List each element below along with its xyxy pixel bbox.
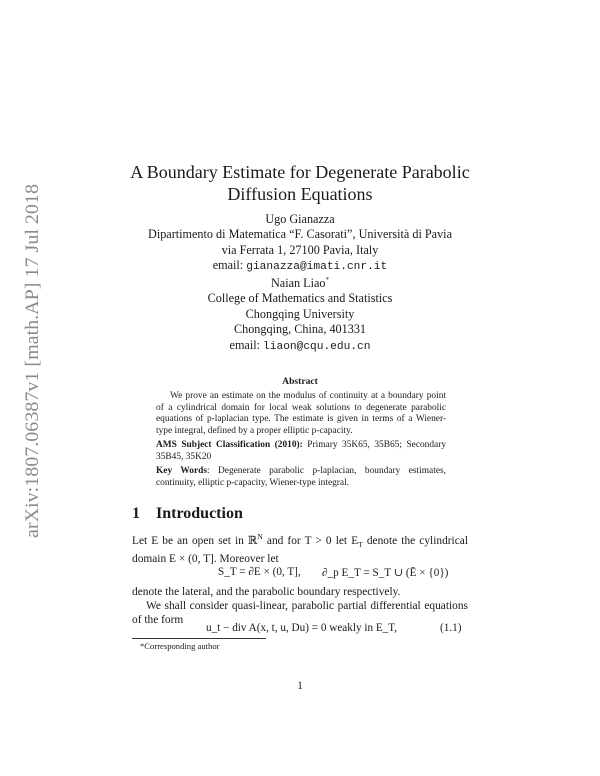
title-line-2: Diffusion Equations	[227, 184, 373, 204]
author2-footnote-mark: *	[325, 276, 329, 284]
author2-name-line	[0, 273, 600, 291]
author1-email[interactable]: gianazza@imati.cnr.it	[246, 261, 388, 274]
author-block-1	[0, 212, 600, 276]
p1-part-b: and for T > 0 let E	[262, 534, 359, 547]
key-words	[156, 466, 446, 489]
author2-affil3: Chongqing, China, 401331	[233, 322, 367, 337]
keywords-text: : Degenerate parabolic p-laplacian, boundary estimates, continuity, elliptic p-capacity, Wiener-type integral.	[156, 466, 446, 488]
intro-paragraph-3: We shall consider quasi-linear, parabolic partial differential equations of the form	[132, 600, 468, 627]
equation-number-1-1: (1.1)	[440, 622, 462, 634]
title-line-1: A Boundary Estimate for Degenerate Parabolic	[130, 162, 470, 182]
author2-email-line	[0, 338, 600, 355]
ams-text: Primary 35K65, 35B65; Secondary 35B45, 35K20	[156, 440, 447, 462]
section-title: Introduction	[156, 505, 243, 522]
ams-label: AMS Subject Classification (2010):	[156, 440, 303, 450]
author1-name: Ugo Gianazza	[265, 212, 335, 226]
equation-1-1: u_t − div A(x, t, u, Du) = 0 weakly in E_T,	[206, 622, 398, 634]
section-heading	[132, 505, 243, 523]
abstract-heading: Abstract	[282, 376, 318, 387]
author-block-2	[0, 273, 600, 355]
author2-affil2: Chongqing University	[245, 306, 355, 321]
abstract-text	[156, 391, 446, 437]
paper-title	[0, 161, 600, 205]
author2-email-label: email:	[229, 337, 260, 352]
author2-affil1: College of Mathematics and Statistics	[207, 291, 393, 306]
p1-sup: N	[257, 532, 263, 541]
arxiv-stamp-text: arXiv:1807.06387v1 [math.AP] 17 Jul 2018	[22, 202, 43, 538]
p1-sub: T	[358, 540, 363, 550]
equation-lateral-boundary: S_T = ∂E × (0, T],	[218, 566, 301, 578]
abstract-body: We prove an estimate on the modulus of continuity at a boundary point of a cylindrical domain for local weak solutions to degenerate parabolic equations of p-laplacian type. The estimate is given in terms of a Wiener-type integral, defined by a proper elliptic p-capacity.	[156, 391, 446, 436]
ams-classification	[156, 440, 446, 463]
author2-name: Naian Liao	[271, 276, 326, 291]
author1-affil2: via Ferrata 1, 27100 Pavia, Italy	[221, 242, 379, 257]
author2-email[interactable]: liaon@cqu.edu.cn	[263, 340, 371, 353]
author1-email-label: email:	[212, 258, 244, 273]
footnote-rule	[132, 638, 266, 639]
page-number: 1	[297, 680, 303, 692]
p1-part-c: denote the cylindrical domain E × (0, T]. Moreover let	[132, 534, 468, 566]
equation-parabolic-boundary: ∂_p E_T = S_T ∪ (Ē × {0})	[322, 567, 449, 579]
intro-paragraph-2: denote the lateral, and the parabolic boundary respectively.	[132, 586, 401, 598]
p1-part-a: Let E be an open set in ℝ	[132, 534, 258, 547]
section-number: 1	[132, 505, 140, 522]
intro-paragraph-1	[132, 530, 468, 566]
footnote: *Corresponding author	[140, 641, 220, 651]
author1-affil1: Dipartimento di Matematica “F. Casorati”, Università di Pavia	[148, 227, 452, 242]
keywords-label: Key Words	[156, 466, 207, 476]
